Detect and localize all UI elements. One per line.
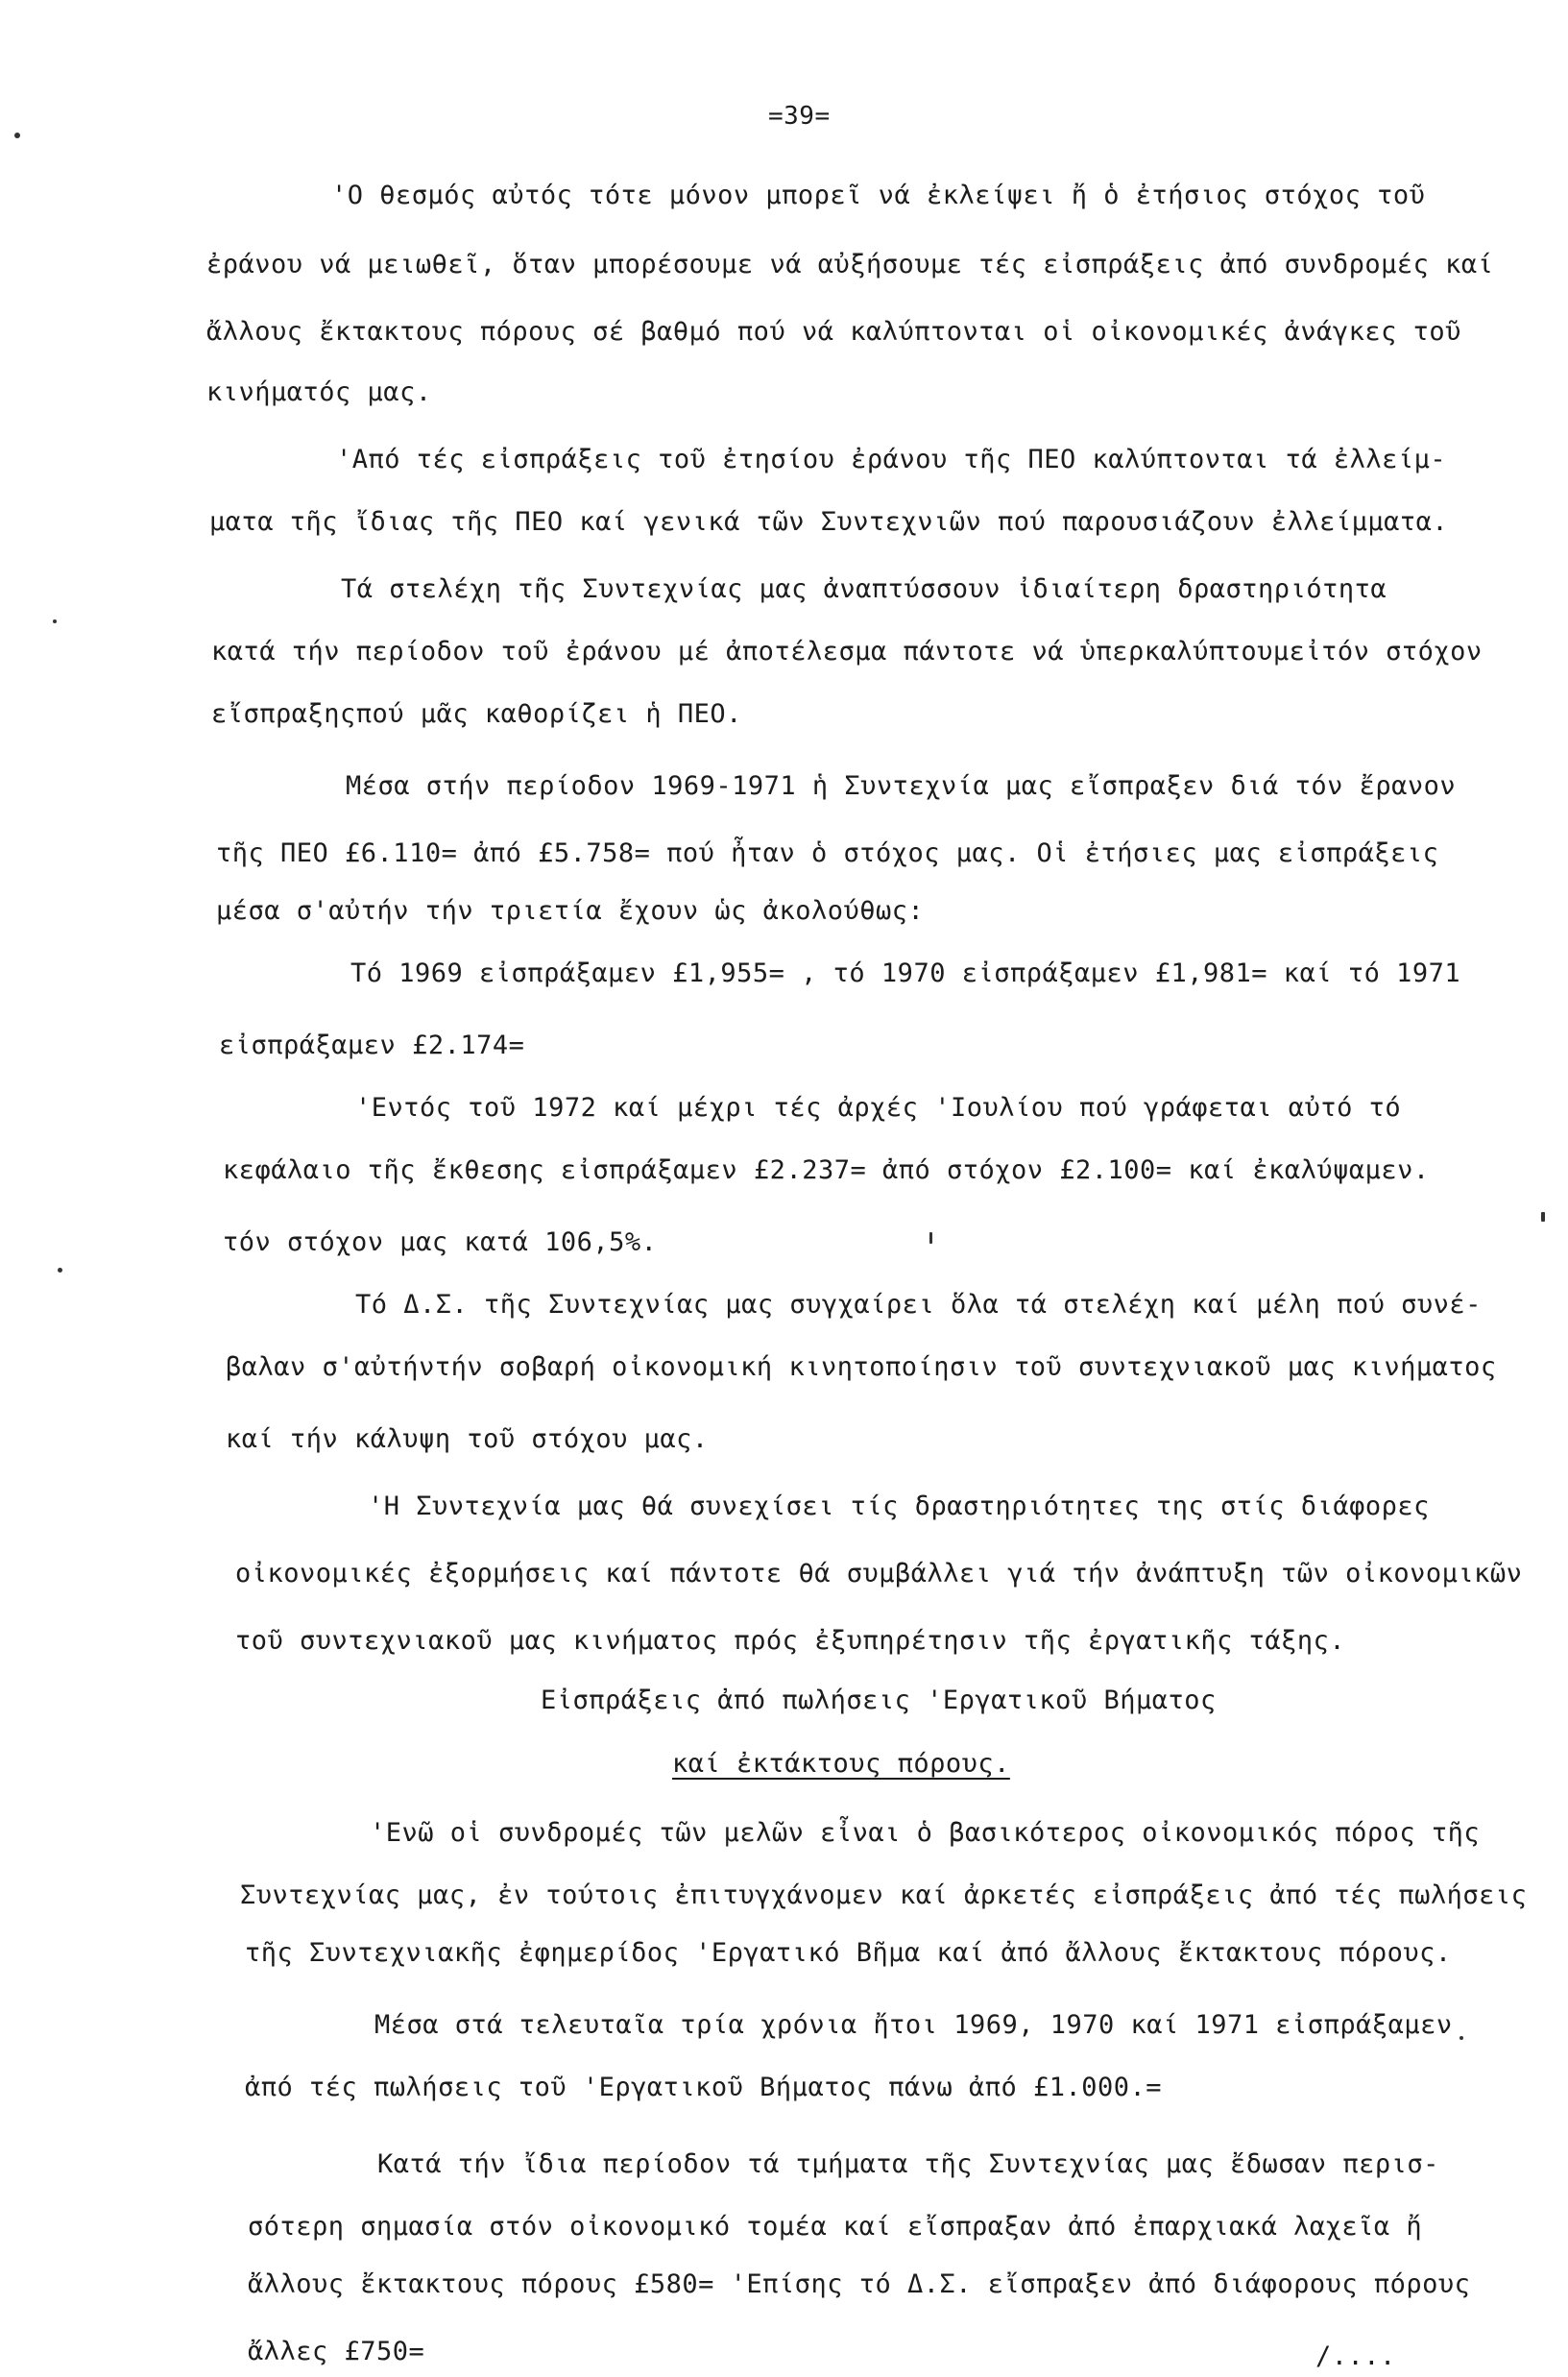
scan-speck <box>53 619 57 623</box>
paragraph-6-line-3: τόν στόχον μας κατά 106,5%. <box>223 1227 658 1257</box>
paragraph-6-line-2: κεφάλαιο τῆς ἔκθεσης εἰσπράξαμεν £2.237= ἀπό στόχον £2.100= καί ἐκαλύψαμεν. <box>223 1155 1430 1185</box>
paragraph-4-line-1: Μέσα στήν περίοδον 1969-1971 ἡ Συντεχνία μας εἴσπραξεν διά τόν ἔρανον <box>346 771 1457 801</box>
paragraph-6-line-1: 'Εντός τοῦ 1972 καί μέχρι τές ἀρχές 'Ιουλίου πού γράφεται αὐτό τό <box>355 1093 1402 1123</box>
scan-speck <box>58 1268 62 1273</box>
paragraph-8-line-1: 'Η Συντεχνία μας θά συνεχίσει τίς δραστηριότητες της στίς διάφορες <box>368 1492 1430 1521</box>
paragraph-3-line-2: κατά τήν περίοδον τοῦ ἐράνου μέ ἀποτέλεσμα πάντοτε νά ὑπερκαλύπτουμεἰτόν στόχον <box>211 637 1483 667</box>
scan-speck <box>1459 2036 1463 2040</box>
paragraph-3-line-1: Τά στελέχη τῆς Συντεχνίας μας ἀναπτύσσουν ἰδιαίτερη δραστηριότητα <box>341 574 1387 604</box>
scan-speck <box>14 133 20 138</box>
paragraph-7-line-1: Τό Δ.Σ. τῆς Συντεχνίας μας συγχαίρει ὅλα τά στελέχη καί μέλη πού συνέ- <box>355 1290 1482 1320</box>
scan-speck <box>929 1232 932 1244</box>
paragraph-11-line-2: σότερη σημασία στόν οἰκονομικό τομέα καί εἴσπραξαν ἀπό ἐπαρχιακά λαχεῖα ἤ <box>248 2212 1423 2242</box>
page-number: =39= <box>768 102 831 131</box>
paragraph-4-line-3: μέσα σ'αὐτήν τήν τριετία ἔχουν ὡς ἀκολούθως: <box>216 896 925 926</box>
paragraph-1-line-1: 'Ο θεσμός αὐτός τότε μόνον μπορεῖ νά ἐκλείψει ἤ ὁ ἐτήσιος στόχος τοῦ <box>331 181 1426 210</box>
section-heading-underlined: καί ἐκτάκτους πόρους. <box>672 1749 1010 1779</box>
section-heading: Εἰσπράξεις ἀπό πωλήσεις 'Εργατικοῦ Βήματος <box>541 1686 1217 1715</box>
paragraph-11-line-4: ἄλλες £750= <box>248 2337 425 2366</box>
paragraph-11-line-1: Κατά τήν ἴδια περίοδον τά τμήματα τῆς Συντεχνίας μας ἔδωσαν περισ- <box>377 2149 1439 2179</box>
paragraph-1-line-4: κινήματός μας. <box>206 377 432 407</box>
paragraph-10-line-1: Μέσα στά τελευταῖα τρία χρόνια ἤτοι 1969, 1970 καί 1971 εἰσπράξαμεν <box>374 2010 1453 2040</box>
paragraph-9-line-2: Συντεχνίας μας, ἐν τούτοις ἐπιτυγχάνομεν καί ἀρκετές εἰσπράξεις ἀπό τές πωλήσεις <box>240 1880 1528 1910</box>
paragraph-7-line-3: καί τήν κάλυψη τοῦ στόχου μας. <box>226 1424 709 1454</box>
paragraph-2-line-1: 'Από τές εἰσπράξεις τοῦ ἐτησίου ἐράνου τῆς ΠΕΟ καλύπτονται τά ἐλλείμ- <box>336 445 1447 474</box>
paragraph-3-line-3: εἴσπραξηςπού μᾶς καθορίζει ἡ ΠΕΟ. <box>211 699 742 729</box>
paragraph-9-line-3: τῆς Συντεχνιακῆς ἐφημερίδος 'Εργατικό Βῆμα καί ἀπό ἄλλους ἔκτακτους πόρους. <box>245 1938 1452 1968</box>
continuation-mark: /.... <box>1315 2341 1396 2371</box>
paragraph-1-line-2: ἐράνου νά μειωθεῖ, ὅταν μπορέσουμε νά αὐξήσουμε τές εἰσπράξεις ἀπό συνδρομές καί <box>206 250 1494 279</box>
paragraph-10-line-2: ἀπό τές πωλήσεις τοῦ 'Εργατικοῦ Βήματος πάνω ἀπό £1.000.= <box>245 2073 1163 2102</box>
paragraph-5-line-2: εἰσπράξαμεν £2.174= <box>219 1031 525 1060</box>
paragraph-8-line-3: τοῦ συντεχνιακοῦ μας κινήματος πρός ἐξυπηρέτησιν τῆς ἐργατικῆς τάξης. <box>235 1626 1346 1656</box>
paragraph-2-line-2: ματα τῆς ἴδιας τῆς ΠΕΟ καί γενικά τῶν Συντεχνιῶν πού παρουσιάζουν ἐλλείμματα. <box>209 507 1449 537</box>
paragraph-1-line-3: ἄλλους ἔκτακτους πόρους σέ βαθμό πού νά καλύπτονται οἱ οἰκονομικές ἀνάγκες τοῦ <box>206 317 1461 347</box>
paragraph-4-line-2: τῆς ΠΕΟ £6.110= ἀπό £5.758= πού ἦταν ὁ στόχος μας. Οἱ ἐτήσιες μας εἰσπράξεις <box>216 838 1439 868</box>
scan-speck <box>1541 1212 1545 1222</box>
paragraph-8-line-2: οἰκονομικές ἐξορμήσεις καί πάντοτε θά συμβάλλει γιά τήν ἀνάπτυξη τῶν οἰκονομικῶν <box>235 1559 1523 1589</box>
paragraph-5-line-1: Τό 1969 εἰσπράξαμεν £1,955= , τό 1970 εἰσπράξαμεν £1,981= καί τό 1971 <box>350 958 1461 988</box>
paragraph-11-line-3: ἄλλους ἔκτακτους πόρους £580= 'Επίσης τό Δ.Σ. εἴσπραξεν ἀπό διάφορους πόρους <box>248 2269 1471 2299</box>
paragraph-7-line-2: βαλαν σ'αὐτήντήν σοβαρή οἰκονομική κινητοποίησιν τοῦ συντεχνιακοῦ μας κινήματος <box>226 1352 1497 1382</box>
paragraph-9-line-1: 'Ενῶ οἱ συνδρομές τῶν μελῶν εἶναι ὁ βασικότερος οἰκονομικός πόρος τῆς <box>370 1818 1481 1848</box>
